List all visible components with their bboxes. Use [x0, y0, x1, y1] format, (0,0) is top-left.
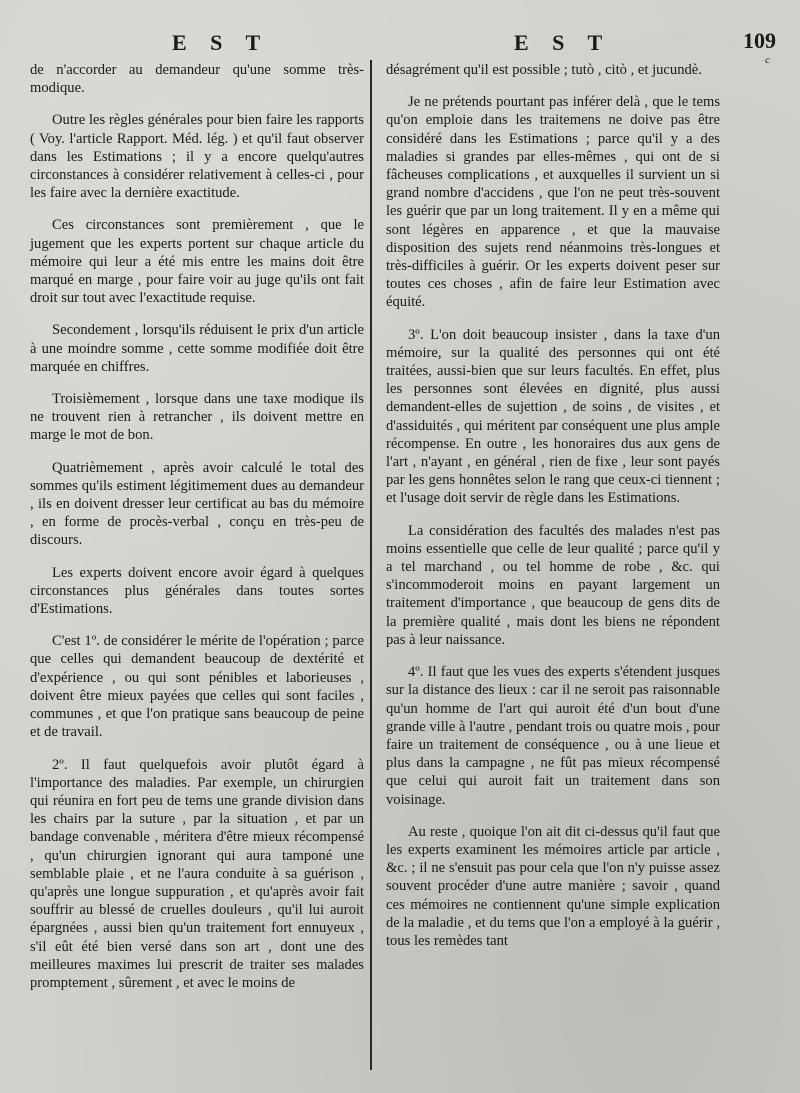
- paragraph: Je ne prétends pourtant pas inférer delà , que le tems qu'on emploie dans les traitemens ne doive pas être considéré dans les Estimations ; parce qu'il y a des maladies si grandes par elles-mêmes , qui ont de si fâcheuses complications , et auxquelles il survient un si grand nombre d'accidens , que l'on ne peut très-souvent les guérir que par un long traitement. Il y en a même qui sont légères en apparence , et que la mauvaise disposition des sujets rend néanmoins très-longues et très-difficiles à guérir. Or les experts doivent peser sur toutes ces choses , afin de faire leur Estimation avec équité.: [386, 94, 720, 311]
- page-number: 109: [743, 28, 776, 53]
- paragraph: désagrément qu'il est possible ; tutò , citò , et jucundè.: [386, 62, 702, 78]
- running-head-left: E S T: [172, 30, 270, 55]
- paragraph: 4º. Il faut que les vues des experts s'étendent jusques sur la distance des lieux : car il ne seroit pas raisonnable qu'un homme de l'art qui auroit été d'un bout d'une grande ville à l'autre , pendant trois ou quatre mois , pour faire un traitement de conséquence , ou à une lieue et plus dans la campagne , ne fût pas mieux récompensé que celui qui auroit fait un traitement dans son voisinage.: [386, 664, 720, 808]
- running-head-right: E S T: [514, 30, 612, 55]
- paragraph: Secondement , lorsqu'ils réduisent le prix d'un article à une moindre somme , cette somme modifiée doit être marquée en chiffres.: [30, 322, 364, 375]
- paragraph: de n'accorder au demandeur qu'une somme très-modique.: [30, 62, 364, 97]
- paragraph: C'est 1º. de considérer le mérite de l'opération ; parce que celles qui demandent beaucoup de dextérité et d'expérience , ou qui sont pénibles et laborieuses , doivent être mieux payées que celles qui sont faciles , communes , et que l'on pratique sans beaucoup de peine et de travail.: [30, 633, 364, 741]
- paragraph: Quatrièmement , après avoir calculé le total des sommes qu'ils estiment légitimement dues au demandeur , ils en doivent dresser leur certificat au bas du mémoire , en forme de procès-verbal , conçu en très-peu de discours.: [30, 459, 364, 549]
- paragraph: 3º. L'on doit beaucoup insister , dans la taxe d'un mémoire, sur la qualité des personnes qui ont été traitées, aussi-bien que sur leurs facultés. En effet, plus les personnes sont élevées en dignité, plus aussi demandent-elles de sujettion , de soins , de visites , et d'assiduités , qui méritent par conséquent une plus ample récompense. En outre , les honoraires dus aux gens de l'art , n'ayant , en général , rien de fixe , leur sont payés par les gens honnêtes selon le rang que ceux-ci tiennent ; et l'usage doit servir de règle dans les Estimations.: [386, 326, 720, 507]
- left-column: [30, 61, 364, 992]
- paragraph: Outre les règles générales pour bien faire les rapports ( Voy. l'article Rapport. Méd. lég. ) et qu'il faut observer dans les Estimations ; il y a encore quelqu'autres circonstances à considérer relativement à celles-ci , pour les faire avec la dernière exactitude.: [30, 112, 364, 202]
- paragraph: Troisièmement , lorsque dans une taxe modique ils ne trouvent rien à retrancher , ils doivent mettre en marge le mot de bon.: [30, 391, 364, 444]
- right-column: [386, 61, 720, 950]
- column-divider: [370, 60, 372, 1070]
- paragraph: 2º. Il faut quelquefois avoir plutôt égard à l'importance des maladies. Par exemple, un chirurgien qui réunira en fort peu de tems une grande division dans les chairs par la suture , par la situation , et par un bandage convenable , méritera d'être mieux récompensé , qu'un chirurgien ignorant qui aura tamponé une semblable plaie , et ne l'aura conduite à sa guérison , qu'après une longue suppuration , et qu'après avoir fait souffrir au blessé de cruelles douleurs , qu'il lui auroit épargnées , aussi bien qu'un traitement fort ennuyeux , s'il eût été bien versé dans son art , dont une des meilleures maximes lui prescrit de traiter ses malades promptement , sûrement , et avec le moins de: [30, 756, 364, 991]
- paragraph: Au reste , quoique l'on ait dit ci-dessus qu'il faut que les experts examinent les mémoires article par article , &c. ; il ne s'ensuit pas pour cela que l'on n'y puisse assez souvent procéder d'une autre manière ; savoir , quand ces mémoires ne contiennent qu'une simple explication de la maladie , et du tems que l'on a employé à la guérir , tous les remèdes tant: [386, 823, 720, 949]
- signature-mark: c: [765, 54, 770, 66]
- paragraph: Les experts doivent encore avoir égard à quelques circonstances plus générales dans toutes sortes d'Estimations.: [30, 564, 364, 618]
- paragraph: Ces circonstances sont premièrement , que le jugement que les experts portent sur chaque article du mémoire qui leur a été mis entre les mains doit être marqué en marge , pour faire voir au juge qu'ils ont fait droit sur tout avec l'exactitude requise.: [30, 217, 364, 307]
- paragraph: La considération des facultés des malades n'est pas moins essentielle que celle de leur qualité ; parce qu'il y a tel marchand , ou tel homme de robe , &c. qui s'incommoderoit moins en payant largement un traitement d'importance , que beaucoup de gens dits de la première qualité , mais dont les biens ne répondent pas à leur naissance.: [386, 522, 720, 648]
